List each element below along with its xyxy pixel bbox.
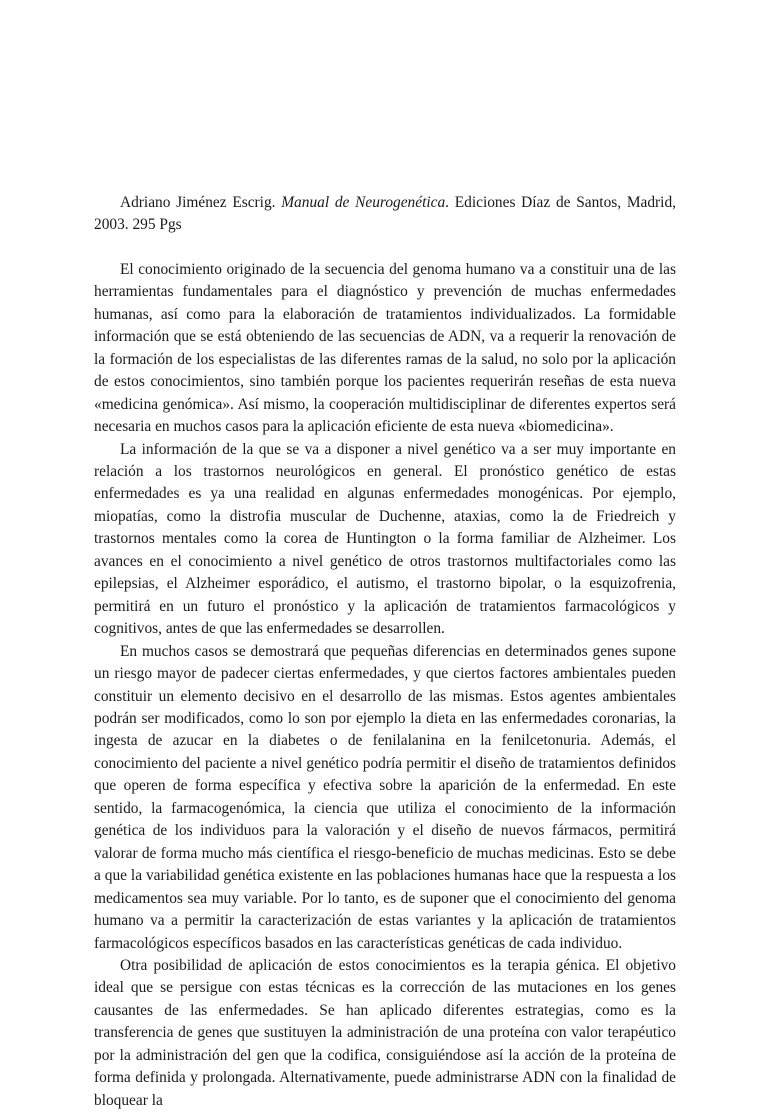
citation-title: Manual de Neurogenética (281, 194, 446, 211)
citation-publisher: . Ediciones Díaz de Santos, Madrid, 2003. 295 Pgs (94, 194, 676, 234)
paragraph-1: El conocimiento originado de la secuencia del genoma humano va a constituir una de las herramientas fundamentales para el diagnóstico y prevención de muchas enfermedades humanas, así como para la elaboración de tratamientos individualizados. La formidable información que se está obteniendo de las secuencias de ADN, va a requerir la renovación de la formación de los especialistas de las diferentes ramas de la salud, no solo por la aplicación de estos conocimientos, sino también porque los pacientes requerirán reseñas de esta nueva «medicina genómica». Así mismo, la cooperación multidisciplinar de diferentes expertos será necesaria en muchos casos para la aplicación eficiente de esta nueva «biomedicina». (94, 260, 676, 436)
paragraph-2: La información de la que se va a disponer a nivel genético va a ser muy importante en relación a los trastornos neurológicos en general. El pronóstico genético de estas enfermedades es ya una realidad en algunas enfermedades monogénicas. Por ejemplo, miopatías, como la distrofia muscular de Duchenne, ataxias, como la de Friedreich y trastornos mentales como la corea de Huntington o la forma familiar de Alzheimer. Los avances en el conocimiento a nivel genético de otros trastornos multifactoriales como las epilepsias, el Alzheimer esporádico, el autismo, el trastorno bipolar, o la esquizofrenia, permitirá en un futuro el pronóstico y la aplicación de tratamientos farmacológicos y cognitivos, antes de que las enfermedades se desarrollen. (94, 440, 676, 638)
paragraph-3: En muchos casos se demostrará que pequeñas diferencias en determinados genes supone un riesgo mayor de padecer ciertas enfermedades, y que ciertos factores ambientales pueden constituir un elemento decisivo en el desarrollo de las mismas. Estos agentes ambientales podrán ser modificados, como lo son por ejemplo la dieta en las enfermedades coronarias, la ingesta de azucar en la diabetes o de fenilalanina en la fenilcetonuria. Además, el conocimiento del paciente a nivel genético podría permitir el diseño de tratamientos definidos que operen de forma específica y efectiva sobre la aparición de la enfermedad. En este sentido, la farmacogenómica, la ciencia que utiliza el conocimiento de la información genética de los individuos para la valoración y el diseño de nuevos fármacos, permitirá valorar de forma mucho más científica el riesgo-beneficio de muchas medicinas. Esto se debe a que la variabilidad genética existente en las poblaciones humanas hace que la respuesta a los medicamentos sea muy variable. Por lo tanto, es de suponer que el conocimiento del genoma humano va a permitir la caracterización de estas variantes y la aplicación de tratamientos farmacológicos específicos basados en las características genéticas de cada individuo. (94, 642, 676, 952)
citation-author: Adriano Jiménez Escrig. (120, 194, 276, 211)
review-text (94, 192, 676, 1112)
paragraph-4: Otra posibilidad de aplicación de estos conocimientos es la terapia génica. El objetivo ideal que se persigue con estas técnicas es la corrección de las mutaciones en los genes causantes de las enfermedades. Se han aplicado diferentes estrategias, como es la transferencia de genes que sustituyen la administración de una proteína con valor terapéutico por la administración del gen que la codifica, consiguiéndose así la acción de la proteína de forma definida y prolongada. Alternativamente, puede administrarse ADN con la finalidad de bloquear la (94, 956, 676, 1109)
book-citation (94, 192, 676, 237)
